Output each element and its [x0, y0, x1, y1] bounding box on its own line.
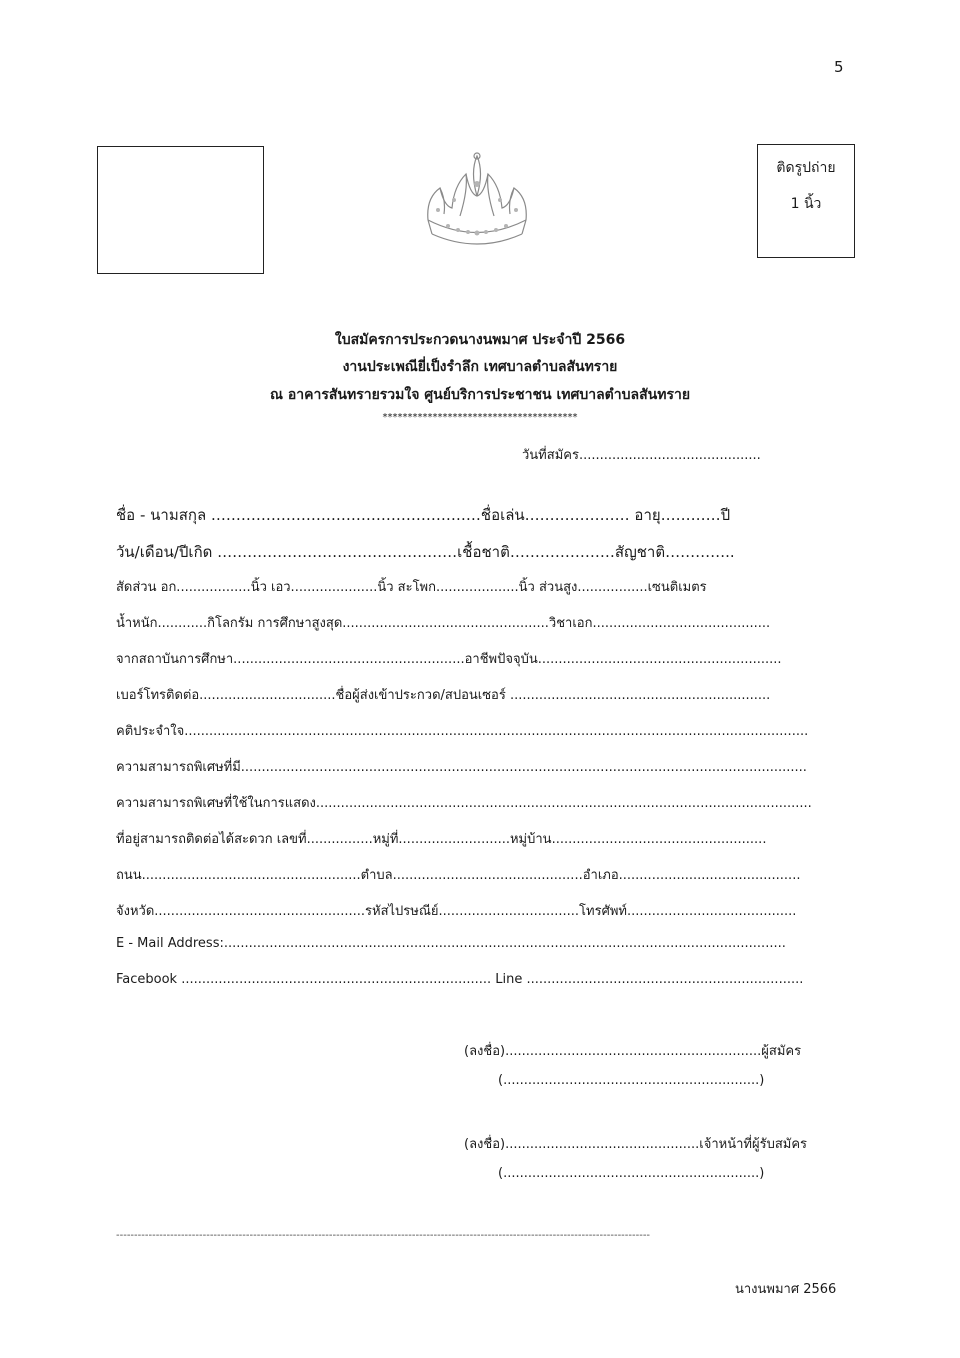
applicant-name-line: (..............................................................)	[498, 1073, 765, 1088]
logo-placeholder-box	[97, 146, 264, 274]
form-subtitle: งานประเพณียี่เป็งรำลึก เทศบาลตำบลสันทราย	[342, 359, 618, 375]
apply-date-field: วันที่สมัคร............................................	[522, 448, 761, 463]
photo-box-label: ติดรูปถ่าย	[776, 160, 836, 176]
email-field: E - Mail Address:........................................................................................................................................	[116, 936, 786, 951]
special-skills-field: ความสามารถพิเศษที่มี.........................................................................................................................................	[116, 760, 807, 775]
photo-box-size: 1 นิ้ว	[790, 196, 822, 212]
applicant-signature-line: (ลงชื่อ)..............................................................ผู้สมัคร	[464, 1044, 802, 1059]
page-number: 5	[834, 58, 844, 76]
form-title: ใบสมัครการประกวดนางนพมาศ ประจำปี 2566	[334, 332, 626, 348]
road-district-field: ถนน.....................................................ตำบล..............................................อำเภอ............................................	[116, 868, 801, 883]
institution-occupation-field: จากสถาบันการศึกษา........................................................อาชีพปัจจุบัน...........................................................	[116, 652, 782, 667]
officer-name-line: (..............................................................)	[498, 1166, 765, 1181]
phone-sponsor-field: เบอร์โทรติดต่อ.................................ชื่อผู้ส่งเข้าประกวด/สปอนเซอร์ ...............................................................	[116, 688, 771, 703]
weight-education-field: น้ำหนัก............กิโลกรัม การศึกษาสูงสุด..................................................วิชาเอก...........................................	[116, 616, 771, 631]
province-postal-phone-field: จังหวัด...................................................รหัสไปรษณีย์..................................โทรศัพท์.........................................	[116, 904, 797, 919]
photo-box	[757, 144, 855, 258]
name-age-field: ชื่อ - นามสกุล ………………………………………………ชื่อเล่น………………… อายุ…………ปี	[116, 506, 731, 524]
title-divider: ***************************************	[382, 412, 578, 423]
measurements-field: สัดส่วน อก..................นิ้ว เอว.....................นิ้ว สะโพก....................นิ้ว ส่วนสูง.................เซนติเมตร	[116, 580, 707, 595]
cut-line-divider: ----------------------------------------------------------------------------------------------------------------------------------------------------	[116, 1230, 651, 1241]
facebook-line-field: Facebook ........................................................................... Line ...................................................................	[116, 972, 804, 987]
motto-field: คติประจำใจ.......................................................................................................................................................	[116, 724, 809, 739]
address-field: ที่อยู่สามารถติดต่อได้สะดวก เลขที่................หมู่ที่...........................หมู่บ้าน....................................................	[116, 832, 767, 847]
birthdate-nationality-field: วัน/เดือน/ปีเกิด …………………………………………เชื้อชาติ…………………สัญชาติ…………..	[116, 543, 735, 561]
footer-text: นางนพมาศ 2566	[735, 1282, 837, 1297]
form-venue: ณ อาคารสันทรายรวมใจ ศูนย์บริการประชาชน เทศบาลตำบลสันทราย	[269, 387, 691, 403]
performance-skills-field: ความสามารถพิเศษที่ใช้ในการแสดง........................................................................................................................	[116, 796, 812, 811]
crown-icon	[418, 150, 536, 258]
officer-signature-line: (ลงชื่อ)...............................................เจ้าหน้าที่ผู้รับสมัคร	[464, 1137, 808, 1152]
